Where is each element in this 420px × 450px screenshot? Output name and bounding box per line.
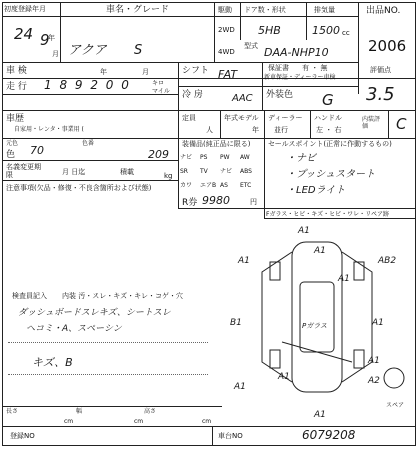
chassis-no-label: 車台NO	[218, 432, 243, 440]
door-label: ドア数・形状	[244, 6, 286, 14]
drive-label: 駆動	[218, 6, 232, 14]
capacity-label: 定員	[182, 114, 196, 122]
name-change-label: 名義変更期限	[6, 163, 41, 179]
inspector-label: 検査員記入	[12, 292, 47, 300]
height-label: 高さ	[144, 408, 157, 415]
spare-label: スペア	[386, 402, 405, 409]
wheel-front-right	[354, 262, 364, 280]
glass-note: Fガラス・ヒビ・キズ・ヒビ・ワレ・リペア跡	[266, 211, 390, 218]
month-unit: 月	[52, 50, 59, 58]
car-cabin-outline	[300, 282, 334, 352]
mileage-label: 走 行	[6, 82, 27, 92]
equipment-item: PS	[200, 154, 208, 161]
drive-2wd: 2WD	[218, 26, 235, 34]
inspection-label: 車 検	[6, 66, 27, 76]
history-label: 車歴	[6, 114, 25, 124]
car-name-label: 車名・グレード	[106, 5, 170, 15]
recycle-ticket-label: R券	[182, 198, 198, 208]
warranty-note: 新車保証・ディーラー車検	[264, 74, 336, 81]
model-year-label: 年式モデル	[224, 114, 259, 122]
mark-front-right: A1	[314, 246, 326, 256]
warranty-value: 有 ・ 無	[302, 64, 328, 72]
original-color-value: 70	[30, 144, 44, 157]
mark-rear-right-corner: A2	[368, 376, 380, 386]
model-year-unit: 年	[252, 126, 259, 134]
mark-right-door: A1	[372, 318, 384, 328]
sales-point-1: ・ナビ	[286, 153, 316, 164]
color-no-label: 色番	[82, 140, 95, 147]
left-side-outline	[262, 252, 292, 382]
notes-label: 注意事項(欠品・修復・不良含箇所および状態)	[6, 184, 152, 192]
sales-points-label: セールスポイント(正常に作動するもの)	[268, 140, 392, 148]
equipment-item: ナビ	[220, 168, 233, 175]
equipment-item: SR	[180, 168, 188, 175]
equipment-item: ABS	[240, 168, 252, 175]
equipment-item: TV	[200, 168, 208, 175]
mark-right-fender: A1	[338, 274, 350, 284]
color-no-value: 209	[148, 148, 169, 161]
note-line-1: ダッシュボードスレキズ、シートスレ	[18, 308, 171, 318]
inspection-month: 月	[142, 68, 149, 76]
mark-rear-right: A1	[368, 356, 380, 366]
equipment-label: 装備品(純正品に限る)	[182, 140, 251, 148]
displacement-unit: cc	[342, 29, 350, 37]
width-unit: cm	[134, 418, 144, 425]
note-line-2: ヘコミ・A、スペーシン	[26, 324, 122, 334]
width-label: 幅	[76, 408, 83, 415]
year-unit: 年	[48, 34, 55, 42]
registration-no-label: 登録NO	[10, 432, 35, 440]
mark-rear-left-door: A1	[278, 372, 290, 382]
auction-sheet	[2, 2, 416, 446]
lot-number: 2006	[368, 37, 407, 55]
load-label: 積載	[120, 168, 134, 176]
name-change-deadline: 月 日迄	[62, 168, 86, 176]
length-label: 長さ	[6, 408, 19, 415]
inspector-options: 内装 汚・スレ・キズ・キレ・コゲ・穴	[62, 292, 184, 300]
recycle-ticket-unit: 円	[250, 198, 257, 206]
reg-month: 9	[40, 31, 50, 49]
mark-rear-bottom: A1	[314, 410, 326, 420]
dealer-label: ディーラー	[268, 114, 303, 122]
km-label: キロ	[152, 80, 165, 87]
mark-front-left: A1	[238, 256, 250, 266]
height-unit: cm	[202, 418, 212, 425]
mileage-value: 1 8 9 2 0 0	[44, 78, 131, 92]
load-unit: kg	[164, 172, 173, 180]
wheel-rear-left	[270, 350, 280, 368]
steering-value: 左 ・ 右	[316, 126, 342, 134]
history-note: 自家用・レンタ・事業用 (	[14, 126, 84, 133]
color-label: 色	[6, 150, 16, 160]
reg-year: 24	[14, 25, 34, 43]
shift-value: FAT	[218, 68, 238, 81]
interior-label: 内装評価	[362, 116, 381, 130]
car-name: アクア	[68, 43, 107, 58]
mark-left-door: B1	[230, 318, 242, 328]
equipment-item: AS	[220, 182, 228, 189]
mark-rear-left: A1	[234, 382, 246, 392]
sales-point-3: ・LEDライト	[286, 185, 346, 196]
shift-label: シフト	[182, 66, 210, 76]
exterior-value: G	[322, 91, 334, 109]
equipment-item: AW	[240, 154, 250, 161]
reg-date-label: 初度登録年月	[4, 5, 46, 13]
equipment-item: エアB	[200, 182, 217, 189]
recycle-ticket-value: 9980	[202, 194, 230, 207]
drive-4wd: 4WD	[218, 48, 235, 56]
ac-value: AAC	[232, 93, 253, 104]
note-line-3: キズ、B	[32, 356, 73, 369]
mark-front-right-corner: AB2	[378, 256, 397, 266]
dealer-value: 並行	[274, 126, 288, 134]
equipment-item: PW	[220, 154, 230, 161]
lot-label: 出品NO.	[366, 6, 401, 16]
warranty-label: 保証書	[268, 64, 289, 72]
mile-label: マイル	[152, 88, 170, 95]
inspection-year: 年	[100, 68, 107, 76]
door-value: 5HB	[258, 24, 281, 37]
length-unit: cm	[64, 418, 74, 425]
wheel-front-left	[270, 262, 280, 280]
ac-label: 冷 房	[182, 90, 203, 100]
interior-value: C	[396, 115, 407, 133]
equipment-item: ETC	[240, 182, 252, 189]
score-value: 3.5	[366, 84, 395, 105]
equipment-item: カワ	[180, 182, 193, 189]
exterior-label: 外装色	[266, 90, 294, 100]
model-label: 型式	[244, 42, 258, 50]
capacity-unit: 人	[206, 126, 213, 134]
displacement-value: 1500	[312, 24, 340, 37]
chassis-no-value: 6079208	[302, 428, 356, 442]
original-color-label: 元色	[6, 140, 19, 147]
displacement-label: 排気量	[314, 6, 335, 14]
steering-label: ハンドル	[314, 114, 342, 122]
mark-front-top: A1	[298, 226, 310, 236]
model-value: DAA-NHP10	[264, 46, 329, 59]
score-label: 評価点	[370, 66, 391, 74]
car-grade: S	[134, 43, 143, 58]
equipment-item: ナビ	[180, 154, 193, 161]
center-glass-mark: Pガラス	[302, 322, 328, 330]
spare-tire-icon	[384, 368, 404, 388]
sales-point-2: ・プッシュスタート	[286, 169, 376, 180]
wheel-rear-right	[354, 350, 364, 368]
